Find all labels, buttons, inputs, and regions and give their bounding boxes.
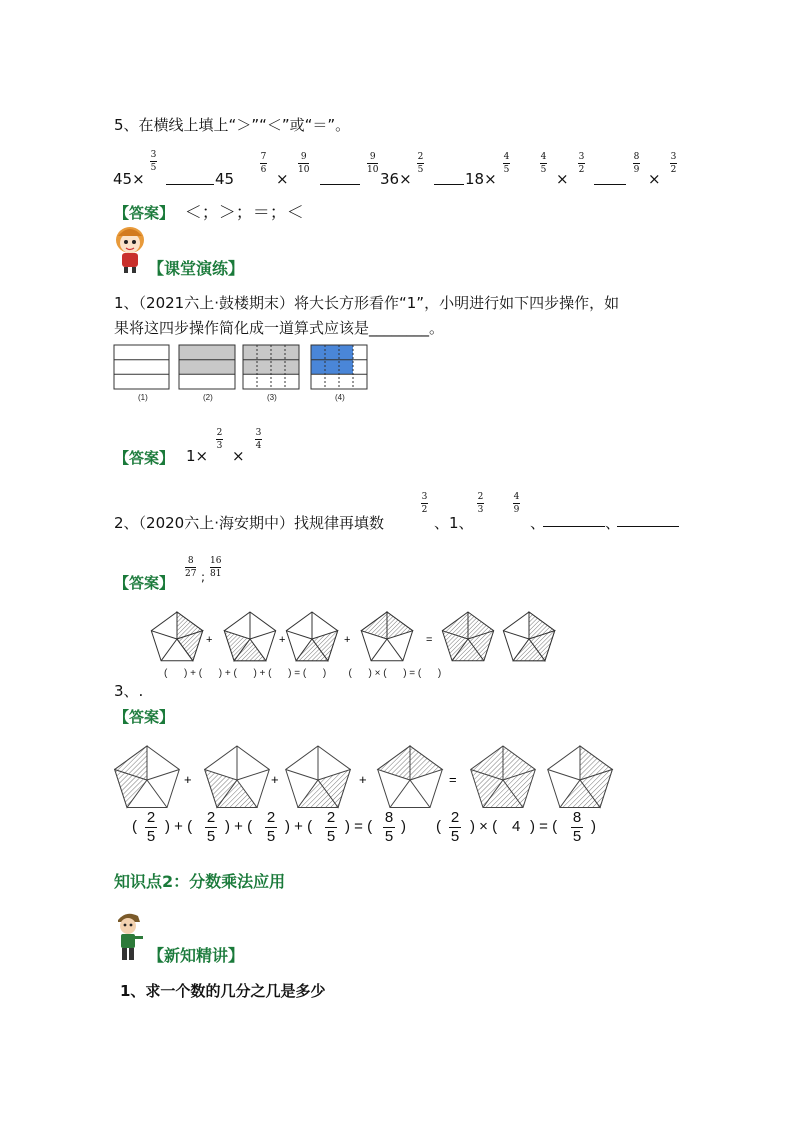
svg-text:+: + bbox=[271, 772, 279, 787]
blank-c[interactable] bbox=[434, 184, 464, 185]
section-practice: 【课堂演练】 bbox=[148, 259, 245, 278]
svg-text:=: = bbox=[426, 634, 433, 646]
knowledge-point-2: 知识点2：分数乘法应用 bbox=[114, 872, 286, 891]
paren-open: ( bbox=[132, 818, 137, 835]
svg-text:+: + bbox=[359, 772, 367, 787]
ans-frac-4: 2 5 bbox=[326, 809, 336, 845]
p1-text-line2: 果将这四步操作简化成一道算式应该是________。 bbox=[114, 319, 445, 337]
p2-text: 2、（2020六上·海安期中）找规律再填数 bbox=[114, 514, 384, 532]
expr-d-left: 18× bbox=[465, 170, 497, 188]
section-new-knowledge: 【新知精讲】 bbox=[148, 946, 245, 965]
p2-blank-1[interactable] bbox=[543, 526, 605, 527]
paren-close-1: ) bbox=[401, 818, 406, 835]
frac-c1: 9 10 bbox=[367, 152, 379, 175]
rectangle-steps-figure bbox=[113, 344, 369, 404]
frac-e2: 3 2 bbox=[578, 152, 585, 175]
times: ) × ( bbox=[470, 818, 498, 835]
plus-3: ) + ( bbox=[285, 818, 313, 835]
blank-e[interactable] bbox=[594, 184, 626, 185]
item-1: 1、求一个数的几分之几是多少 bbox=[120, 982, 326, 1000]
p2-a-sep: ; bbox=[201, 570, 206, 584]
ans-frac-2: 2 5 bbox=[206, 809, 216, 845]
p1-text-line1: 1、（2021六上·鼓楼期末）将大长方形看作“1”，小明进行如下四步操作，如 bbox=[114, 294, 620, 312]
answer-label: 【答案】 bbox=[114, 449, 175, 467]
p2-n3: 4 9 bbox=[513, 492, 520, 515]
frac-c2: 2 5 bbox=[417, 152, 424, 175]
p3-label: 3、. bbox=[114, 682, 144, 700]
paren-close-2: ) bbox=[591, 818, 596, 835]
answer-label: 【答案】 bbox=[114, 574, 175, 592]
ans-frac-result: 8 5 bbox=[384, 809, 394, 845]
pentagon-answer-figure bbox=[114, 742, 614, 816]
plus-1: ) + ( bbox=[165, 818, 193, 835]
p2-a1: 8 27 bbox=[185, 556, 197, 579]
q5-answer bbox=[114, 198, 304, 223]
p3-answer-label: 【答案】 bbox=[114, 708, 175, 726]
p2-a2: 16 81 bbox=[210, 556, 222, 579]
multiplier: 4 bbox=[512, 818, 521, 835]
p1-frac-2: 3 4 bbox=[255, 428, 262, 451]
caption-3: (3) bbox=[267, 393, 277, 402]
expr-f-op: × bbox=[648, 170, 661, 188]
p2-sep1: 、1、 bbox=[434, 514, 474, 532]
answer-label: 【答案】 bbox=[114, 204, 175, 222]
ans-frac-5: 2 5 bbox=[450, 809, 460, 845]
blank-b[interactable] bbox=[320, 184, 360, 185]
ans-frac-result-2: 8 5 bbox=[572, 809, 582, 845]
ans-frac-3: 2 5 bbox=[266, 809, 276, 845]
caption-2: (2) bbox=[203, 393, 213, 402]
expr-e-op: × bbox=[556, 170, 569, 188]
p1-answer-op: × bbox=[232, 447, 245, 465]
equals-1: ) = ( bbox=[345, 818, 373, 835]
svg-text:+: + bbox=[206, 634, 213, 646]
expr-a-right: 45 bbox=[215, 170, 235, 188]
p2-sep2: 、 bbox=[530, 514, 546, 532]
frac-f2: 3 2 bbox=[670, 152, 677, 175]
expr-c-mid: 36× bbox=[380, 170, 412, 188]
svg-text:=: = bbox=[449, 772, 457, 787]
equals-2: ) = ( bbox=[530, 818, 558, 835]
p1-frac-1: 2 3 bbox=[216, 428, 223, 451]
expr-a-left: 45× bbox=[113, 170, 145, 188]
paren-open-2: ( bbox=[436, 818, 441, 835]
p3-problem-row: ( ) + ( ) + ( ) + ( ) = ( ) ( ) × ( ) = ( ) bbox=[164, 668, 442, 679]
q5-title: 5、在横线上填上“＞”“＜”或“＝”。 bbox=[114, 116, 351, 134]
svg-text:+: + bbox=[279, 634, 286, 646]
p2-n1: 3 2 bbox=[421, 492, 428, 515]
frac-f1: 8 9 bbox=[633, 152, 640, 175]
caption-4: (4) bbox=[335, 393, 345, 402]
boy-mascot-icon bbox=[112, 910, 148, 962]
ans-frac-1: 2 5 bbox=[146, 809, 156, 845]
p2-sep3: 、 bbox=[605, 514, 621, 532]
frac-b1: 7 6 bbox=[260, 152, 267, 175]
frac-e1: 4 5 bbox=[540, 152, 547, 175]
frac-d: 4 5 bbox=[503, 152, 510, 175]
expr-b-op: × bbox=[276, 170, 289, 188]
plus-2: ) + ( bbox=[225, 818, 253, 835]
p2-n2: 2 3 bbox=[477, 492, 484, 515]
p2-blank-2[interactable] bbox=[617, 526, 679, 527]
frac-b2: 9 10 bbox=[298, 152, 310, 175]
caption-1: (1) bbox=[138, 393, 148, 402]
blank-a[interactable] bbox=[166, 184, 214, 185]
svg-text:+: + bbox=[184, 772, 192, 787]
svg-text:+: + bbox=[344, 634, 351, 646]
pentagon-problem-figure bbox=[146, 608, 562, 670]
frac-a: 3 5 bbox=[150, 150, 157, 173]
answer-text: ＜；＞；＝；＜ bbox=[184, 203, 304, 223]
p1-answer-prefix: 1× bbox=[186, 447, 209, 465]
